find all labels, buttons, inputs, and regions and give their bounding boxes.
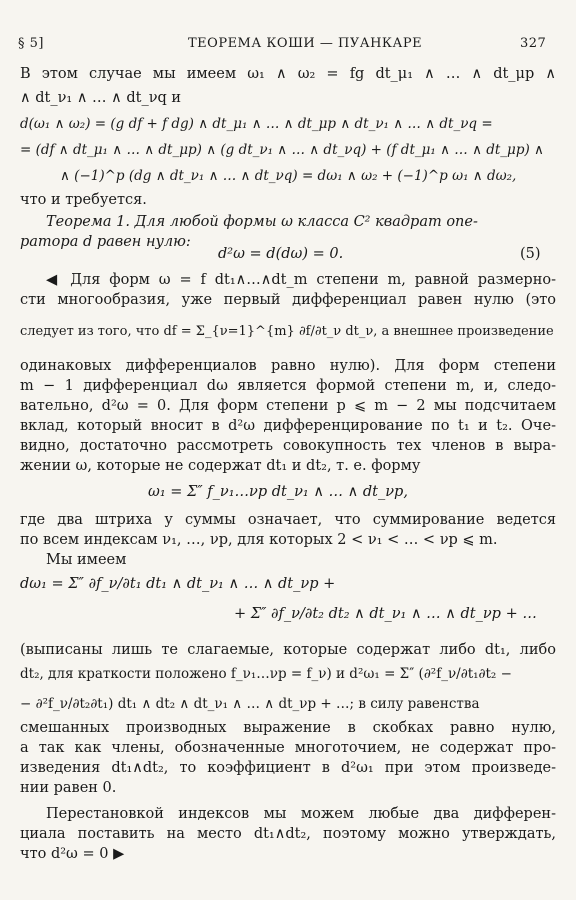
text-line: что и требуется. <box>20 192 147 208</box>
text-line: циала поставить на место dt₁∧dt₂, поэтому можно утверждать, <box>20 826 556 842</box>
text-line: сти многообразия, уже первый дифференциал равен нулю (это <box>20 292 556 308</box>
theorem-statement: Теорема 1. Для любой формы ω класса C² квадрат опе- <box>46 214 478 230</box>
text-line: Мы имеем <box>46 552 127 568</box>
text-line: изведения dt₁∧dt₂, то коэффициент в d²ω₁ при этом произведе- <box>20 760 556 776</box>
equation: d²ω = d(dω) = 0. <box>218 246 344 262</box>
text-line: (выписаны лишь те слагаемые, которые содержат либо dt₁, либо <box>20 642 556 658</box>
text-line: по всем индексам ν₁, …, νp, для которых 2 < ν₁ < … < νp ⩽ m. <box>20 532 498 548</box>
text-line: Перестановкой индексов мы можем любые два дифферен- <box>46 806 556 822</box>
text-line: что d²ω = 0 ▶ <box>20 846 125 862</box>
text-line: жении ω, которые не содержат dt₁ и dt₂, т. е. форму <box>20 458 421 474</box>
text-line: следует из того, что df = Σ_{ν=1}^{m} ∂f/∂t_ν dt_ν, а внешнее произведение <box>20 324 554 339</box>
equation-number: (5) <box>520 246 541 262</box>
text-line: ∧ dt_ν₁ ∧ … ∧ dt_νq и <box>20 90 182 106</box>
text-line: смешанных производных выражение в скобках равно нулю, <box>20 720 556 736</box>
text-line: − ∂²f_ν/∂t₂∂t₁) dt₁ ∧ dt₂ ∧ dt_ν₁ ∧ … ∧ dt_νp + …; в силу равенства <box>20 696 480 712</box>
text-line: а так как члены, обозначенные многоточием, не содержат про- <box>20 740 556 756</box>
formula-line: dω₁ = Σ″ ∂f_ν/∂t₁ dt₁ ∧ dt_ν₁ ∧ … ∧ dt_νp + <box>20 576 336 592</box>
text-line: вательно, d²ω = 0. Для форм степени p ⩽ m − 2 мы подсчитаем <box>20 398 556 414</box>
text-line: dt₂, для краткости положено f_ν₁…νp = f_ν) и d²ω₁ = Σ″ (∂²f_ν/∂t₁∂t₂ − <box>20 666 512 682</box>
text-line: ◀ Для форм ω = f dt₁∧…∧dt_m степени m, равной размерно- <box>46 272 556 288</box>
section-mark: § 5] <box>18 36 44 51</box>
text-line: В этом случае мы имеем ω₁ ∧ ω₂ = fg dt_μ₁ ∧ … ∧ dt_μp ∧ <box>20 66 556 82</box>
formula-line: ∧ (−1)^p (dg ∧ dt_ν₁ ∧ … ∧ dt_νq) = dω₁ ∧ ω₂ + (−1)^p ω₁ ∧ dω₂, <box>60 168 517 184</box>
text-line: m − 1 дифференциал dω является формой степени m, и, следо- <box>20 378 556 394</box>
page-number: 327 <box>520 36 547 51</box>
text-line: где два штриха у суммы означает, что суммирование ведется <box>20 512 556 528</box>
formula-line: d(ω₁ ∧ ω₂) = (g df + f dg) ∧ dt_μ₁ ∧ … ∧ dt_μp ∧ dt_ν₁ ∧ … ∧ dt_νq = <box>20 116 493 132</box>
formula-line: ω₁ = Σ″ f_ν₁…νp dt_ν₁ ∧ … ∧ dt_νp, <box>148 484 408 500</box>
formula-line: = (df ∧ dt_μ₁ ∧ … ∧ dt_μp) ∧ (g dt_ν₁ ∧ … ∧ dt_νq) + (f dt_μ₁ ∧ … ∧ dt_μp) ∧ <box>20 142 544 158</box>
text-line: нии равен 0. <box>20 780 117 796</box>
running-title: ТЕОРЕМА КОШИ — ПУАНКАРЕ <box>188 36 423 51</box>
formula-line: + Σ″ ∂f_ν/∂t₂ dt₂ ∧ dt_ν₁ ∧ … ∧ dt_νp + … <box>234 606 537 622</box>
text-line: вклад, который вносит в d²ω дифференцирование по t₁ и t₂. Оче- <box>20 418 556 434</box>
text-line: видно, достаточно рассмотреть совокупность тех членов в выра- <box>20 438 556 454</box>
theorem-statement: ратора d равен нулю: <box>20 234 191 250</box>
text-line: одинаковых дифференциалов равно нулю). Для форм степени <box>20 358 556 374</box>
